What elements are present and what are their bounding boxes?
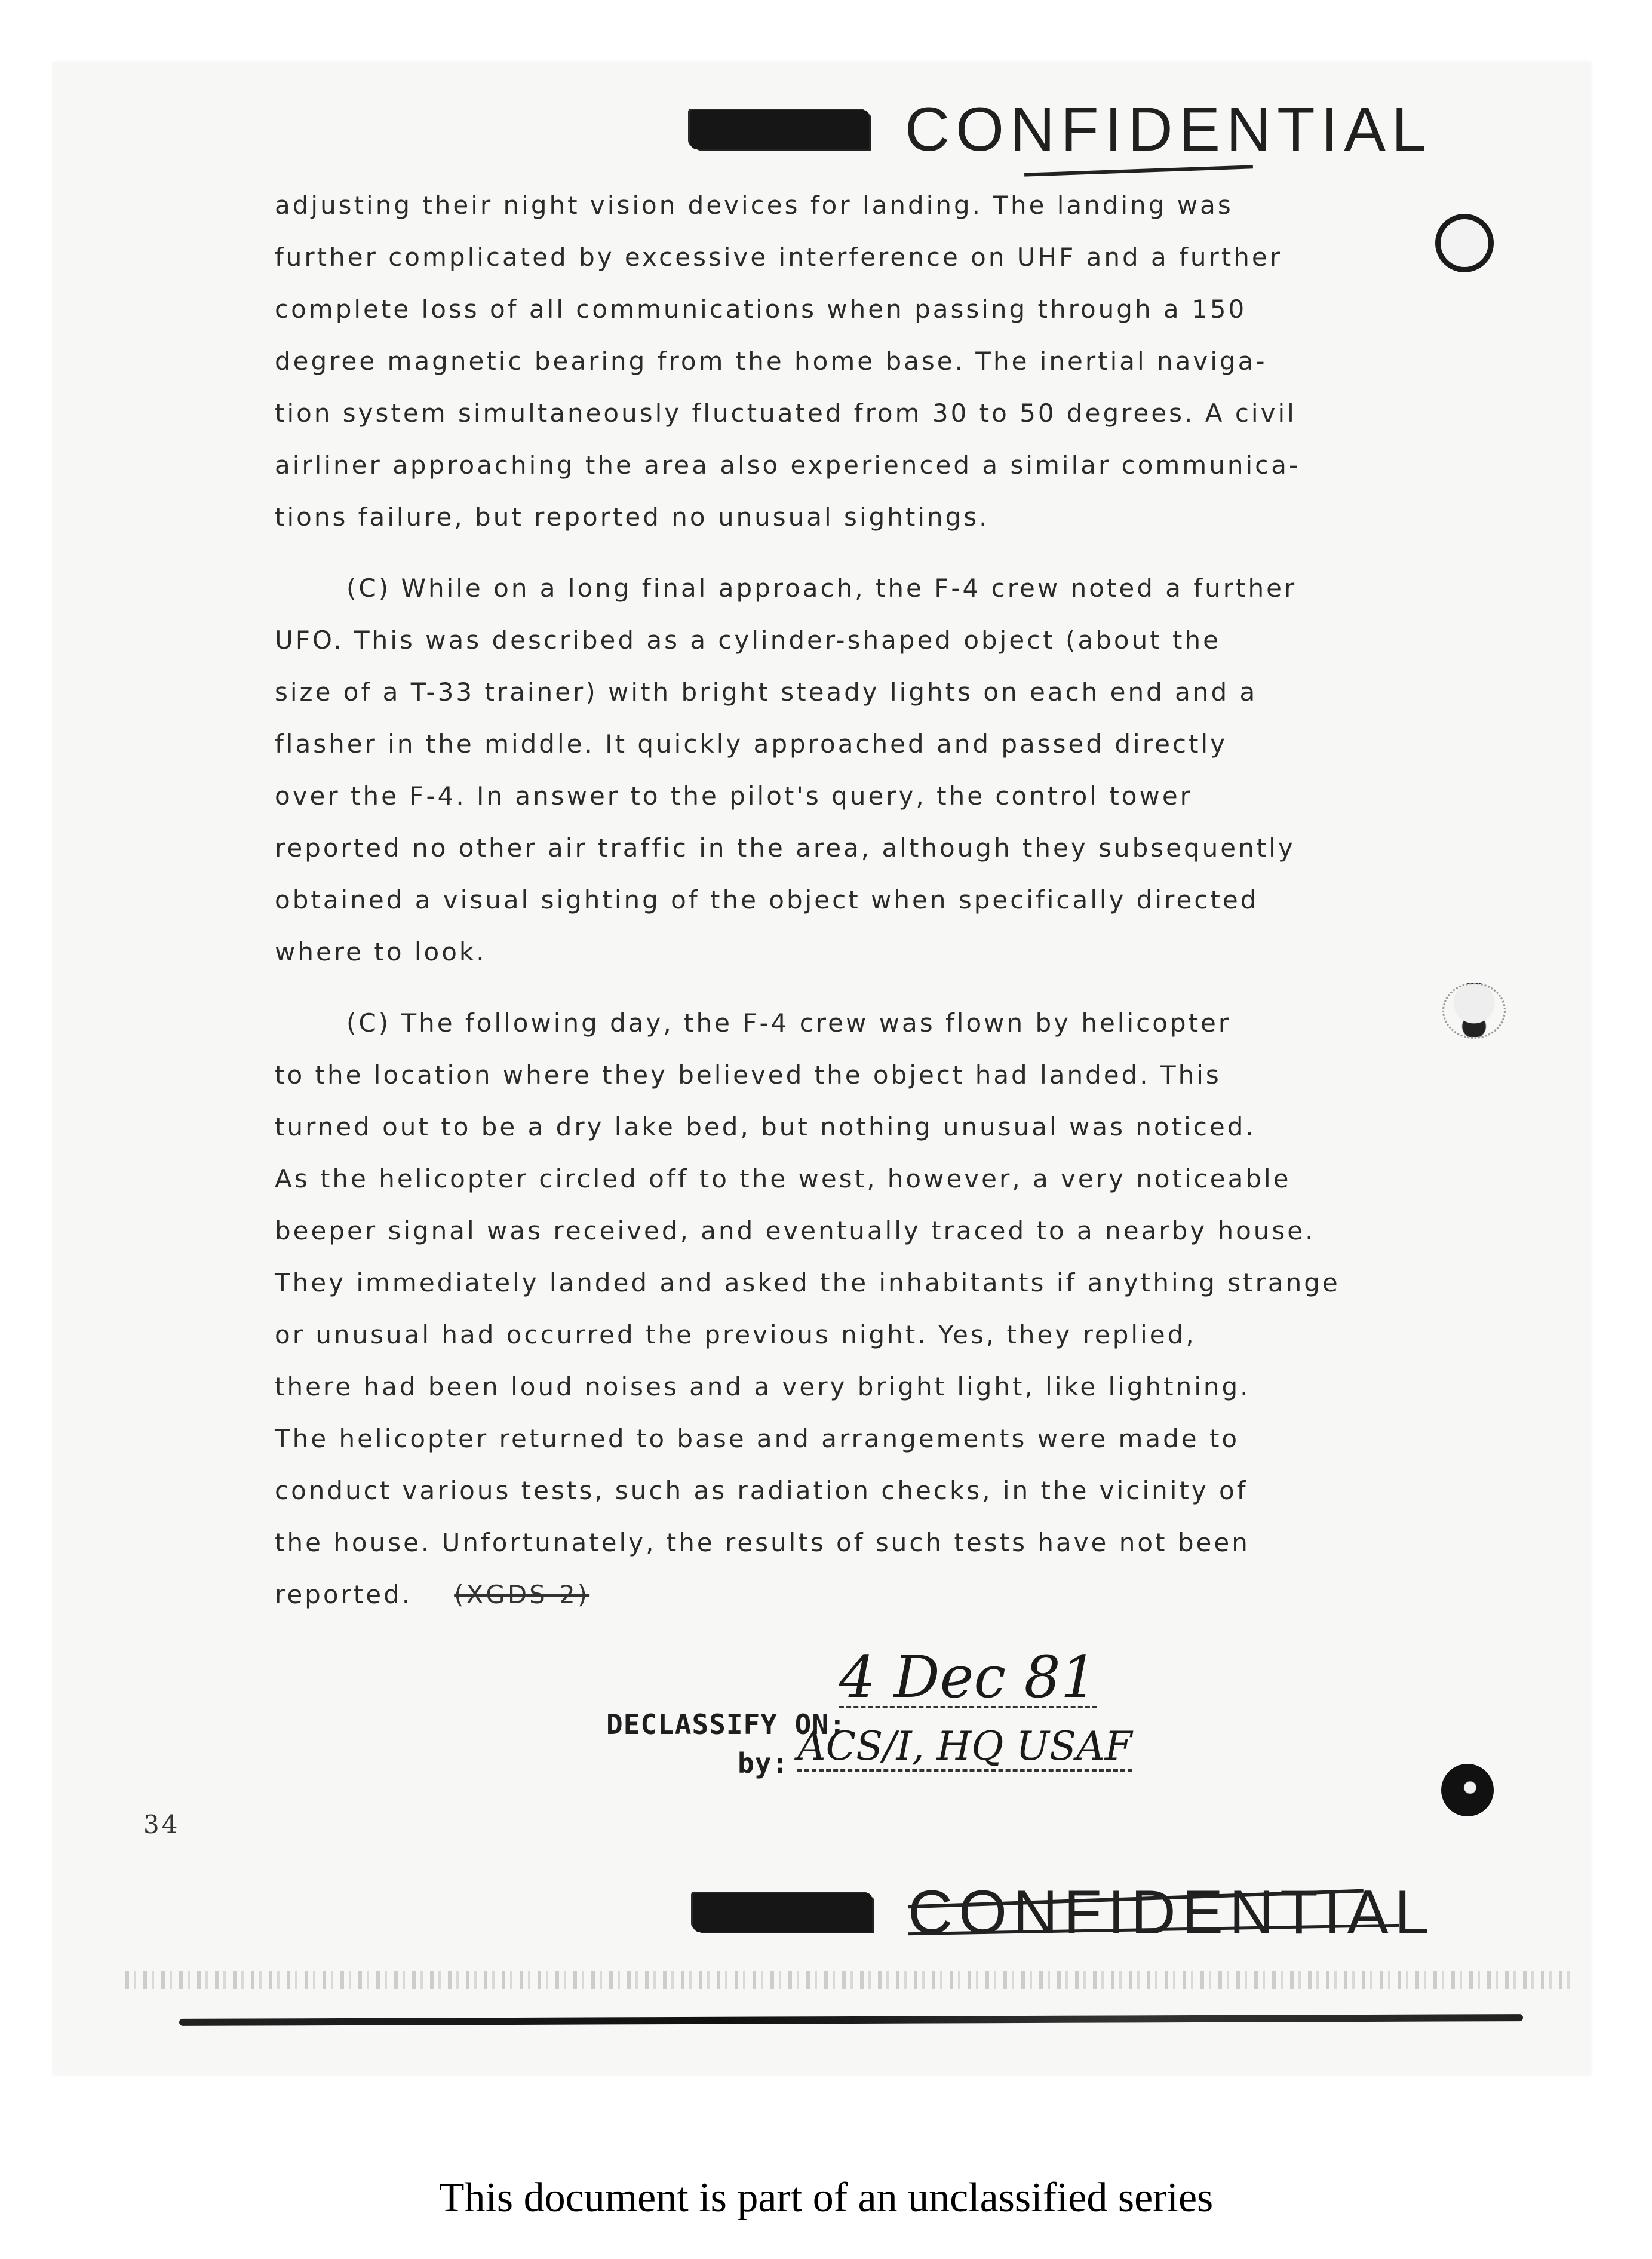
body-line: airliner approaching the area also experienced a similar communica- bbox=[275, 450, 1301, 480]
header-classification: CONFIDENTIAL bbox=[905, 95, 1432, 164]
body-line: there had been loud noises and a very bright light, like lightning. bbox=[275, 1372, 1251, 1401]
paragraph-1 bbox=[275, 179, 1398, 543]
body-line: where to look. bbox=[275, 937, 487, 966]
paragraph-3 bbox=[275, 997, 1398, 1620]
body-line-text: reported. bbox=[275, 1580, 413, 1609]
body-line: tions failure, but reported no unusual sightings. bbox=[275, 502, 990, 532]
body-line: degree magnetic bearing from the home base. The inertial naviga- bbox=[275, 346, 1267, 376]
declassify-on-label: DECLASSIFY ON: bbox=[606, 1708, 846, 1741]
body-line: tion system simultaneously fluctuated from 30 to 50 degrees. A civil bbox=[275, 398, 1297, 428]
series-caption: This document is part of an unclassified series bbox=[438, 2175, 1214, 2221]
document-body bbox=[275, 179, 1398, 1640]
punch-hole-middle bbox=[1442, 983, 1506, 1039]
punch-hole-top bbox=[1435, 214, 1494, 272]
footer-classification: CONFIDENTIAL bbox=[908, 1878, 1435, 1947]
body-line: complete loss of all communications when passing through a 150 bbox=[275, 294, 1247, 324]
declassify-stamp bbox=[606, 1644, 1263, 1786]
body-line: flasher in the middle. It quickly approached and passed directly bbox=[275, 729, 1227, 759]
body-line: turned out to be a dry lake bed, but nothing unusual was noticed. bbox=[275, 1112, 1256, 1141]
punch-hole-bottom bbox=[1441, 1764, 1494, 1816]
body-line: adjusting their night vision devices for landing. The landing was bbox=[275, 191, 1233, 220]
body-line: size of a T-33 trainer) with bright steady lights on each end and a bbox=[275, 677, 1258, 707]
body-line-last bbox=[275, 1569, 1398, 1620]
body-line: beeper signal was received, and eventually traced to a nearby house. bbox=[275, 1216, 1316, 1245]
body-line: over the F-4. In answer to the pilot's query, the control tower bbox=[275, 781, 1193, 811]
footer-classification-mark bbox=[693, 1878, 1435, 1947]
struck-classification-reference: (XGDS-2) bbox=[454, 1580, 590, 1609]
body-line: reported no other air traffic in the area, although they subsequently bbox=[275, 833, 1295, 863]
body-line: further complicated by excessive interference on UHF and a further bbox=[275, 243, 1282, 272]
body-line: (C) The following day, the F-4 crew was flown by helicopter bbox=[346, 1008, 1232, 1038]
scan-artifact-band bbox=[125, 1971, 1577, 1989]
declassify-on-value: 4 Dec 81 bbox=[839, 1644, 1097, 1711]
body-line: or unusual had occurred the previous night. Yes, they replied, bbox=[275, 1320, 1196, 1349]
body-line: UFO. This was described as a cylinder-shaped object (about the bbox=[275, 625, 1221, 655]
body-line: The helicopter returned to base and arrangements were made to bbox=[275, 1424, 1240, 1453]
body-line: (C) While on a long final approach, the F-4 crew noted a further bbox=[346, 573, 1297, 603]
declassify-by-value: ACS/I, HQ USAF bbox=[797, 1723, 1132, 1772]
body-line: They immediately landed and asked the inhabitants if anything strange bbox=[275, 1268, 1340, 1297]
paragraph-2 bbox=[275, 562, 1398, 978]
body-line: the house. Unfortunately, the results of such tests have not been bbox=[275, 1528, 1250, 1557]
body-line: As the helicopter circled off to the west, however, a very noticeable bbox=[275, 1164, 1291, 1193]
header-redaction-bar bbox=[690, 110, 869, 149]
body-line: obtained a visual sighting of the object when specifically directed bbox=[275, 885, 1259, 914]
page-number: 34 bbox=[143, 1810, 180, 1839]
declassify-by-label: by: bbox=[738, 1747, 790, 1779]
header-classification-mark bbox=[690, 95, 1432, 164]
body-line: conduct various tests, such as radiation checks, in the vicinity of bbox=[275, 1476, 1248, 1505]
body-line: to the location where they believed the object had landed. This bbox=[275, 1060, 1221, 1089]
footer-redaction-bar bbox=[693, 1893, 872, 1932]
